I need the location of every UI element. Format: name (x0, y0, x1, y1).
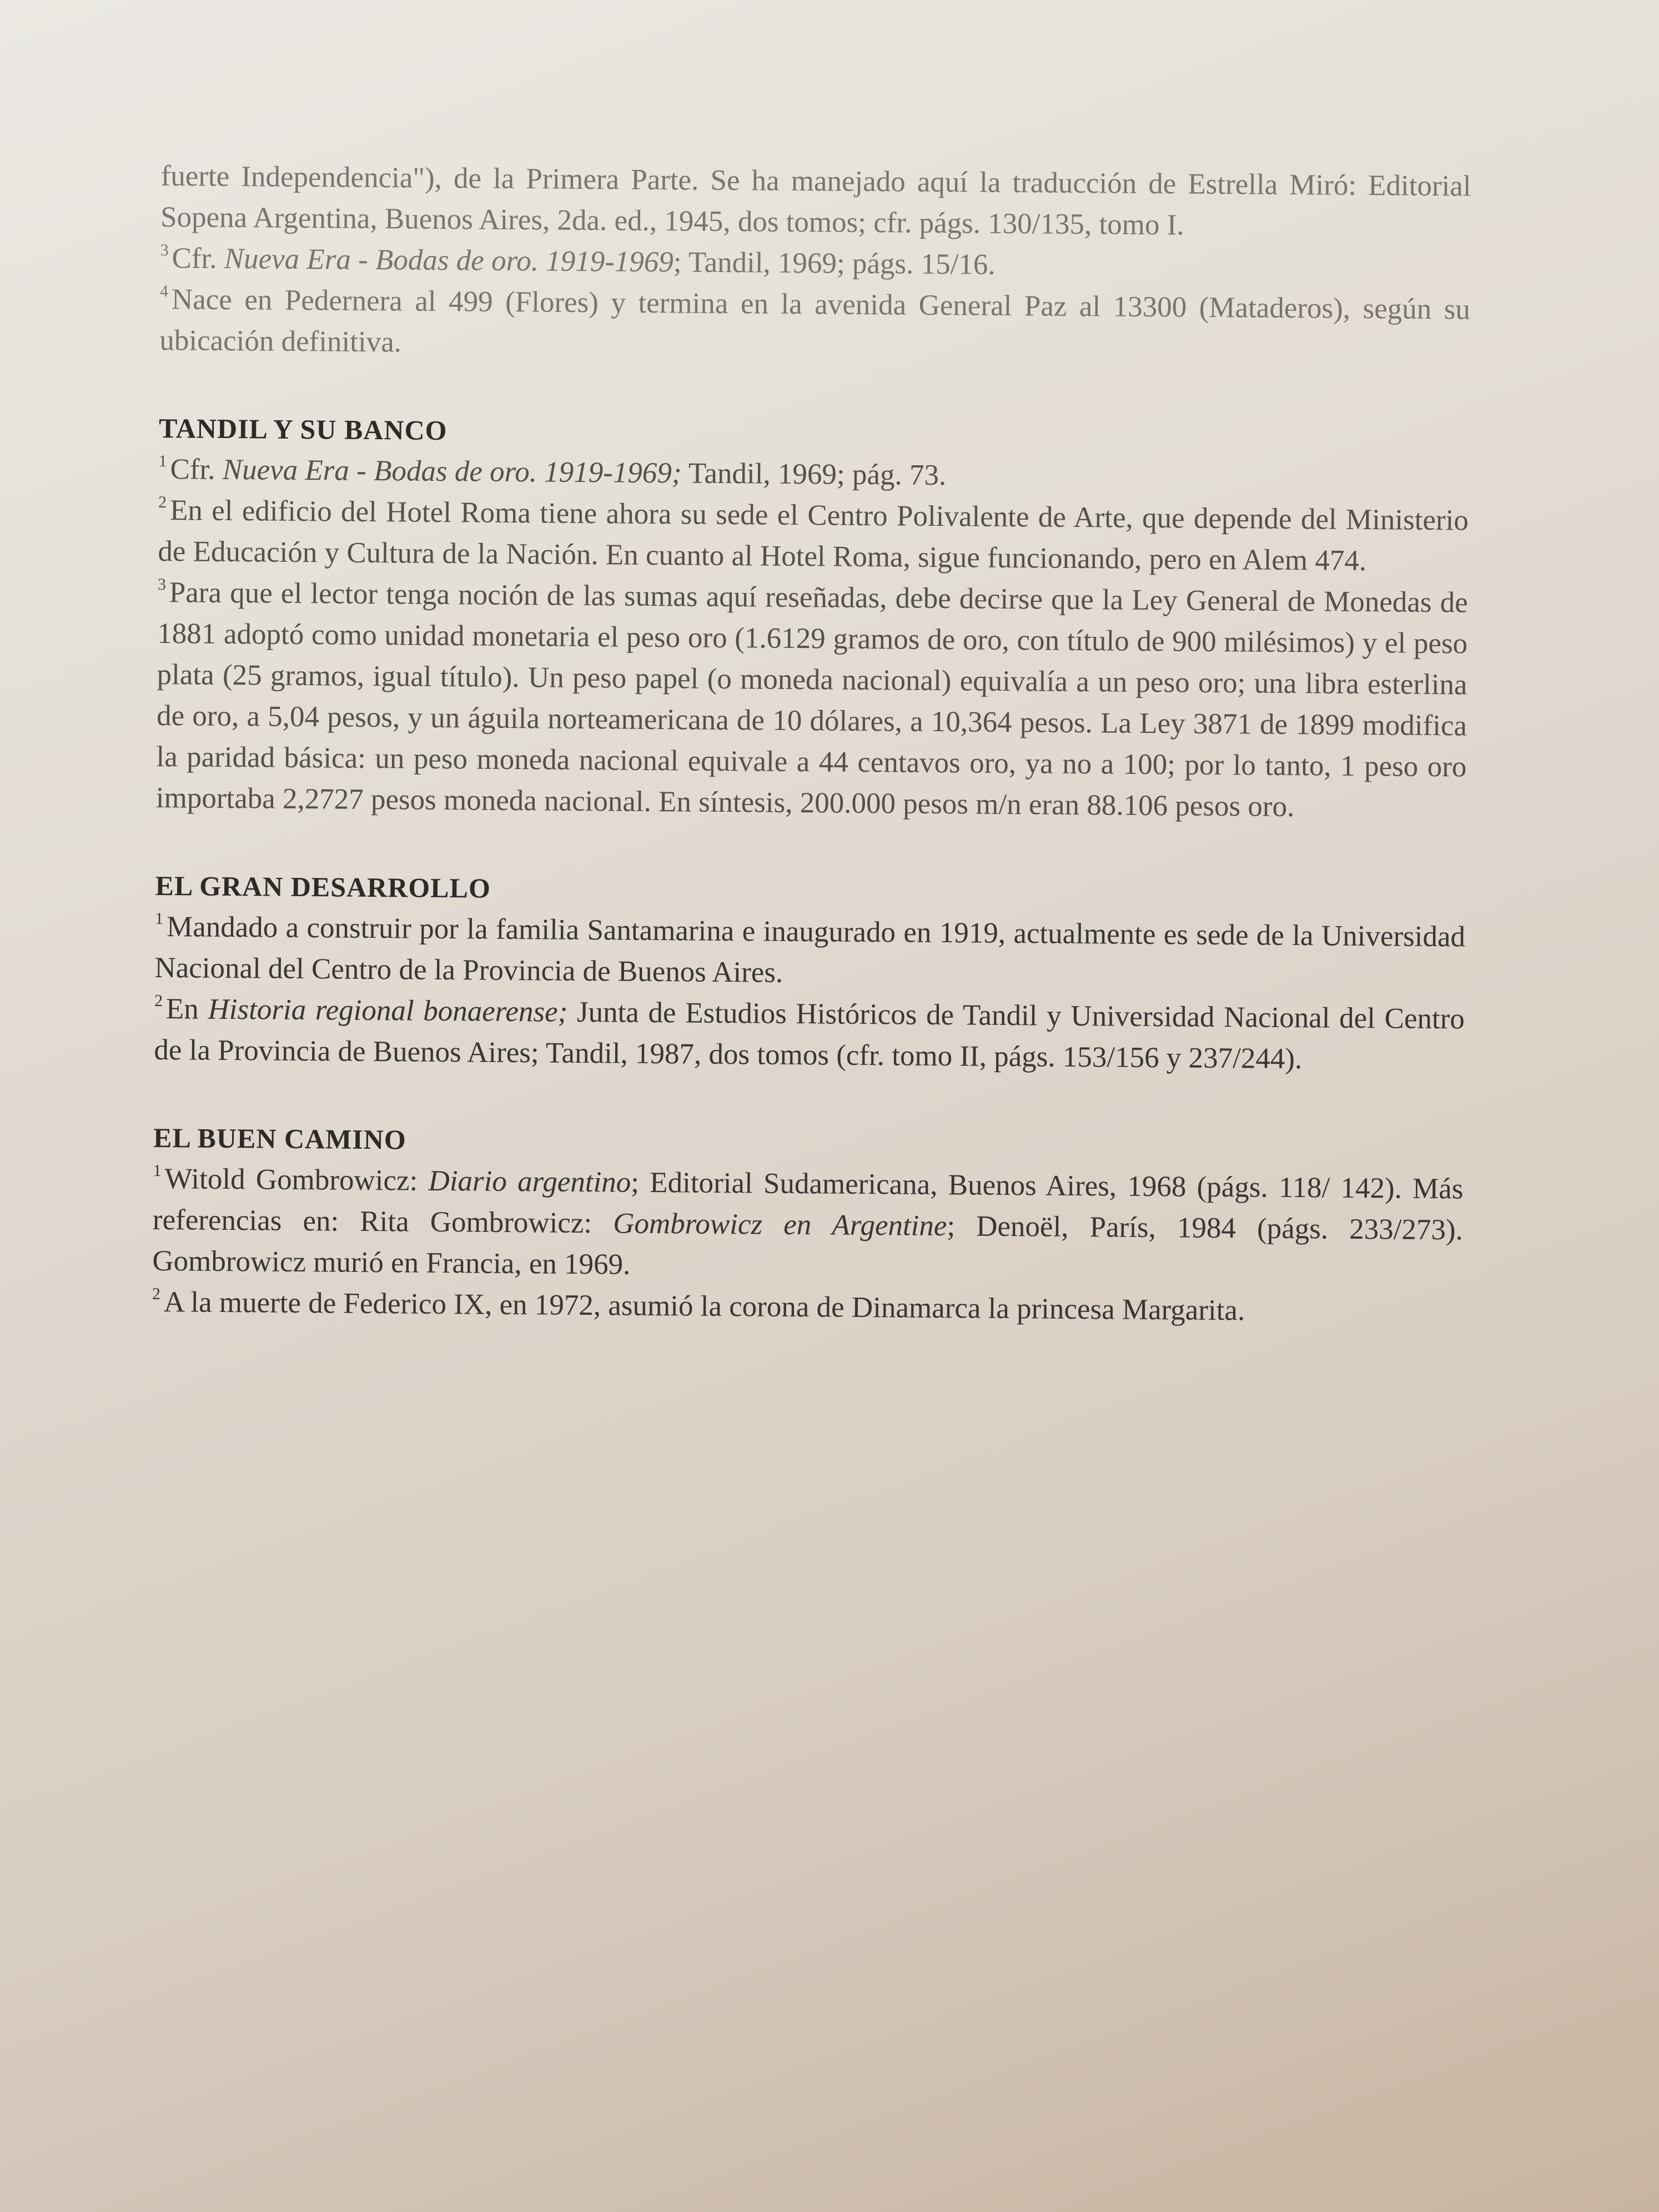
footnote-text: Cfr. (170, 453, 223, 486)
footnote-1 (154, 906, 1465, 999)
footnote-text: Tandil, 1969; pág. 73. (681, 457, 947, 492)
work-title: Historia regional bonaerense; (208, 993, 568, 1028)
footnote-2 (158, 490, 1469, 582)
section-tandil (156, 412, 1470, 829)
footnote-number: 3 (160, 240, 169, 260)
footnote-number: 1 (158, 451, 167, 471)
footnote-number: 3 (157, 575, 167, 594)
footnote-text: ; Tandil, 1969; págs. 15/16. (673, 246, 996, 281)
work-title: Nueva Era - Bodas de oro. 1919-1969 (224, 242, 674, 279)
section-title: EL BUEN CAMINO (153, 1122, 407, 1155)
footnote-3 (156, 572, 1468, 829)
footnote-number: 1 (153, 1161, 162, 1180)
footnote-text: Junta de Estudios Históricos de Tandil y Universidad Nacional del Centro de la Provincia de Buenos Aires; Tandil, 1987, dos tomos (cfr. tomo II, págs. 153/156 y 237/244). (154, 996, 1465, 1075)
footnote-text: En el edificio del Hotel Roma tiene ahora su sede el Centro Polivalente de Arte, que depende del Ministerio de Educación y Cultura de la Nación. En cuanto al Hotel Roma, sigue funcionando, pero en Alem 474. (158, 494, 1469, 577)
footnote-text: Mandado a construir por la familia Santamarina e inaugurado en 1919, actualmente es sede de la Universidad Nacional del Centro de la Provincia de Buenos Aires. (154, 911, 1466, 989)
footnote-number: 2 (152, 1284, 161, 1304)
work-title: Gombrowicz en Argentine (613, 1207, 947, 1243)
footnote-text: ; Editorial Sudamericana, Buenos Aires, 1968 (págs. 118/ 142). Más referencias en: Rita Gombrowicz: (152, 1166, 1464, 1240)
section-title: EL GRAN DESARROLLO (155, 869, 491, 904)
work-title: Nueva Era - Bodas de oro. 1919-1969; (222, 453, 682, 490)
footnote-number: 1 (155, 909, 164, 928)
footnote-continuation: fuerte Independencia"), de la Primera Parte. Se ha manejado aquí la traducción de Estrella Miró: Editorial Sopena Argentina, Buenos Aires, 2da. ed., 1945, dos tomos; cfr. págs. 130/135, tomo I. (160, 159, 1471, 242)
section-camino (152, 1122, 1464, 1333)
footnote-text: En (165, 993, 208, 1025)
footnote-text: Para que el lector tenga noción de las sumas aquí reseñadas, debe decirse que la Ley General de Monedas de 1881 adoptó como unidad monetaria el peso oro (1.6129 gramos de oro, con título de 900 milésimos) y el peso plata (25 gramos, igual título). Un peso papel (o moneda nacional) equivalía a un peso oro; una libra esterlina de oro, a 5,04 pesos, y un águila norteamericana de 10 dólares, a 10,364 pesos. La Ley 3871 de 1899 modifica la paridad básica: un peso moneda nacional equivale a 44 centavos oro, ya no a 100; por lo tanto, 1 peso oro importaba 2,2727 pesos moneda nacional. En síntesis, 200.000 pesos m/n eran 88.106 pesos oro. (155, 576, 1468, 823)
footnote-text: Cfr. (172, 242, 225, 275)
footnote-text: A la muerte de Federico IX, en 1972, asumió la corona de Dinamarca la princesa Margarita. (163, 1286, 1245, 1327)
footnote-text: Nace en Pedernera al 499 (Flores) y termina en la avenida General Paz al 13300 (Mataderos), según su ubicación definitiva. (159, 283, 1471, 359)
notes-page (152, 155, 1471, 1333)
footnote-number: 2 (154, 991, 163, 1011)
footnote-2 (154, 988, 1465, 1081)
section-title: TANDIL Y SU BANCO (158, 412, 448, 446)
footnote-text: ; Denoël, París, 1984 (págs. 233/273). Gombrowicz murió en Francia, en 1969. (152, 1210, 1464, 1281)
section-desarrollo (154, 869, 1466, 1081)
footnote-1 (152, 1158, 1464, 1292)
footnote-number: 2 (158, 492, 167, 512)
footnote-text: Witold Gombrowicz: (164, 1163, 429, 1197)
footnote-4 (159, 279, 1470, 371)
footnote-number: 4 (159, 281, 169, 301)
work-title: Diario argentino (428, 1164, 631, 1199)
